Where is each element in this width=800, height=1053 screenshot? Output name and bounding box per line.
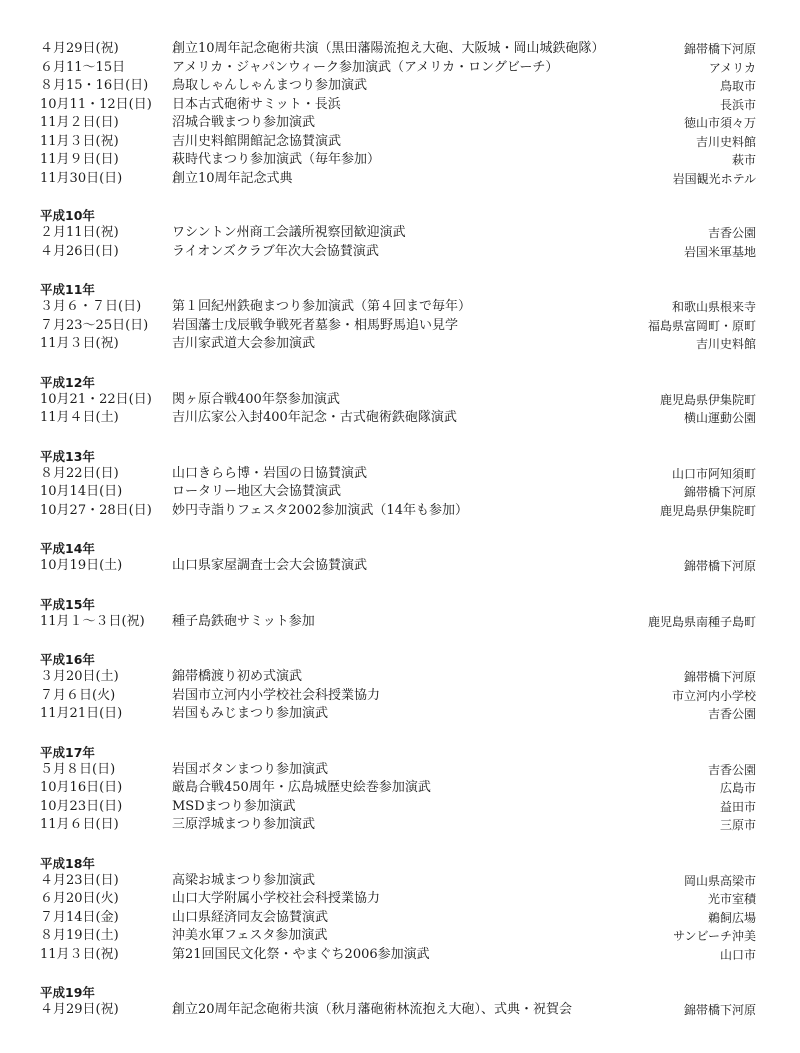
event-date: ４月26日(日) xyxy=(40,243,119,259)
event-date: 10月11・12日(日) xyxy=(40,96,152,112)
event-title: アメリカ・ジャパンウィーク参加演武（アメリカ・ロングビーチ） xyxy=(172,59,559,75)
event-title: 沖美水軍フェスタ参加演武 xyxy=(172,928,328,943)
event-place: 吉川史料館 xyxy=(695,134,756,149)
year-section xyxy=(40,448,756,521)
event-place: 広島市 xyxy=(719,781,756,795)
event-place: 山口市阿知須町 xyxy=(671,466,756,481)
event-row xyxy=(40,114,756,133)
event-title: ロータリー地区大会協賛演武 xyxy=(172,484,342,499)
event-row xyxy=(40,409,756,428)
year-heading: 平成17年 xyxy=(40,744,95,760)
event-title: ライオンズクラブ年次大会協賛演武 xyxy=(172,243,379,259)
year-section xyxy=(40,207,756,261)
event-place: 鳥取市 xyxy=(719,79,756,93)
event-title: 萩時代まつり参加演武（毎年参加） xyxy=(172,152,381,167)
event-row xyxy=(40,391,756,410)
event-row xyxy=(40,687,756,706)
event-date: 11月３日(祝) xyxy=(40,946,119,962)
event-place: 萩市 xyxy=(731,153,756,167)
event-row xyxy=(40,890,756,909)
event-date: ８月15・16日(日) xyxy=(40,78,149,93)
event-row xyxy=(40,872,756,891)
event-date: 11月21日(日) xyxy=(40,706,123,721)
event-title: 第１回紀州鉄砲まつり参加演武（第４回まで毎年） xyxy=(172,299,472,314)
event-title: 岩国市立河内小学校社会科授業協力 xyxy=(172,687,381,703)
event-title: 沼城合戦まつり参加演武 xyxy=(172,115,316,130)
event-date: 10月16日(日) xyxy=(40,780,123,795)
event-place: 徳山市須々万 xyxy=(683,116,756,130)
event-title: 吉川史料館開館記念協賛演武 xyxy=(172,133,342,149)
event-date: 11月９日(日) xyxy=(40,152,119,167)
event-title: 岩国ボタンまつり参加演武 xyxy=(172,761,329,777)
event-date: 10月21・22日(日) xyxy=(40,391,152,407)
year-heading: 平成14年 xyxy=(40,541,95,556)
event-place: 錦帯橋下河原 xyxy=(683,559,756,573)
event-row xyxy=(40,816,756,835)
event-title: 創立20周年記念砲術共演（秋月藩砲術林流抱え大砲）、式典・祝賀会 xyxy=(172,1002,573,1017)
event-title: 妙円寺詣りフェスタ2002参加演武（14年も参加） xyxy=(172,502,468,518)
event-row xyxy=(40,59,756,78)
year-heading: 平成19年 xyxy=(40,985,95,1000)
event-date: ７月６日(火) xyxy=(40,687,116,703)
event-date: ８月22日(日) xyxy=(40,465,119,481)
event-date: ４月29日(祝) xyxy=(40,1002,119,1017)
event-place: 長浜市 xyxy=(719,97,756,112)
event-place: 岩国米軍基地 xyxy=(683,244,756,259)
event-row xyxy=(40,483,756,502)
event-place: 錦帯橋下河原 xyxy=(683,485,756,499)
year-section xyxy=(40,596,756,632)
event-title: 吉川広家公入封400年記念・古式砲術鉄砲隊演武 xyxy=(172,410,457,425)
event-date: 11月３日(祝) xyxy=(40,336,119,351)
event-title: MSDまつり参加演武 xyxy=(172,798,296,814)
event-date: ３月20日(土) xyxy=(40,669,119,684)
event-date: 10月19日(土) xyxy=(40,558,123,573)
year-section xyxy=(40,40,756,188)
year-heading: 平成10年 xyxy=(40,208,95,223)
year-section xyxy=(40,281,756,354)
event-title: 日本古式砲術サミット・長浜 xyxy=(172,96,341,112)
event-row xyxy=(40,705,756,724)
event-row xyxy=(40,96,756,115)
event-place: 鹿児島県伊集院町 xyxy=(659,503,756,518)
event-title: 岩国もみじまつり参加演武 xyxy=(172,706,329,721)
year-heading: 平成15年 xyxy=(40,596,95,612)
event-place: 横山運動公園 xyxy=(683,411,756,425)
event-date: ４月23日(日) xyxy=(40,872,119,888)
year-heading: 平成12年 xyxy=(40,374,95,390)
year-section xyxy=(40,744,756,835)
year-section xyxy=(40,984,756,1020)
event-row xyxy=(40,133,756,152)
event-title: 三原浮城まつり参加演武 xyxy=(172,817,316,832)
event-title: 第21回国民文化祭・やまぐち2006参加演武 xyxy=(172,946,430,962)
event-row xyxy=(40,317,756,336)
event-date: ６月11〜15日 xyxy=(40,59,126,75)
event-row xyxy=(40,946,756,965)
event-date: ８月19日(土) xyxy=(40,928,119,943)
event-row xyxy=(40,761,756,780)
year-heading: 平成11年 xyxy=(40,282,95,297)
event-row xyxy=(40,151,756,170)
event-place: 吉川史料館 xyxy=(695,337,756,351)
event-place: 錦帯橋下河原 xyxy=(683,670,756,684)
event-row xyxy=(40,909,756,928)
event-row xyxy=(40,927,756,946)
event-title: 創立10周年記念砲術共演（黒田藩陽流抱え大砲、大阪城・岡山城鉄砲隊） xyxy=(172,41,605,56)
event-title: 吉川家武道大会参加演武 xyxy=(172,336,316,351)
event-title: ワシントン州商工会議所視察団歓迎演武 xyxy=(172,225,406,240)
event-row xyxy=(40,40,756,59)
event-place: 光市室積 xyxy=(707,892,756,906)
year-section xyxy=(40,651,756,724)
year-section xyxy=(40,540,756,576)
event-title: 創立10周年記念式典 xyxy=(172,170,293,186)
event-title: 山口きらら博・岩国の日協賛演武 xyxy=(172,465,368,481)
event-date: ７月14日(金) xyxy=(40,909,119,925)
event-date: 10月14日(日) xyxy=(40,484,123,499)
event-place: 錦帯橋下河原 xyxy=(683,42,756,56)
event-row xyxy=(40,77,756,96)
event-place: 錦帯橋下河原 xyxy=(683,1003,756,1017)
event-date: 11月１〜３日(祝) xyxy=(40,613,145,629)
year-heading: 平成16年 xyxy=(40,652,95,667)
event-date: ４月29日(祝) xyxy=(40,41,119,56)
year-heading: 平成18年 xyxy=(40,855,95,871)
event-title: 山口大学附属小学校社会科授業協力 xyxy=(172,891,381,906)
event-place: アメリカ xyxy=(708,60,756,75)
event-title: 鳥取しゃんしゃんまつり参加演武 xyxy=(172,78,368,93)
event-place: 岩国観光ホテル xyxy=(672,171,756,186)
event-title: 岩国藩士戊辰戦争戦死者墓参・相馬野馬追い見学 xyxy=(172,317,459,333)
event-date: ６月20日(火) xyxy=(40,891,119,906)
event-date: ５月８日(日) xyxy=(40,761,116,777)
event-title: 高梁お城まつり参加演武 xyxy=(172,872,316,888)
event-row xyxy=(40,613,756,632)
event-date: 11月４日(土) xyxy=(40,410,119,425)
event-date: ２月11日(祝) xyxy=(40,225,119,240)
event-date: ３月６・７日(日) xyxy=(40,299,142,314)
year-section xyxy=(40,374,756,428)
event-place: 福島県富岡町・原町 xyxy=(647,318,756,333)
event-date: 11月６日(日) xyxy=(40,817,119,832)
event-place: 鹿児島県伊集院町 xyxy=(659,392,756,407)
year-section xyxy=(40,855,756,965)
event-place: 吉香公園 xyxy=(707,707,756,721)
event-place: 山口市 xyxy=(719,947,756,962)
event-row xyxy=(40,557,756,576)
event-place: 和歌山県根来寺 xyxy=(671,300,756,314)
year-heading: 平成13年 xyxy=(40,448,95,464)
event-date: 11月30日(日) xyxy=(40,170,123,186)
event-row xyxy=(40,243,756,262)
event-date: 11月３日(祝) xyxy=(40,133,119,149)
event-date: 11月２日(日) xyxy=(40,115,119,130)
event-title: 山口県経済同友会協賛演武 xyxy=(172,909,329,925)
event-title: 錦帯橋渡り初め式演武 xyxy=(172,669,303,684)
event-place: 鹿児島県南種子島町 xyxy=(647,614,756,629)
event-row xyxy=(40,798,756,817)
event-row xyxy=(40,1001,756,1020)
event-place: 吉香公園 xyxy=(707,226,756,240)
event-place: 市立河内小学校 xyxy=(671,688,756,703)
event-row xyxy=(40,298,756,317)
event-row xyxy=(40,465,756,484)
event-place: サンビーチ沖美 xyxy=(673,929,756,943)
event-place: 岡山県高梁市 xyxy=(683,873,756,888)
event-title: 関ヶ原合戦400年祭参加演武 xyxy=(172,391,340,407)
event-date: ７月23〜25日(日) xyxy=(40,317,149,333)
event-title: 厳島合戦450周年・広島城歴史絵巻参加演武 xyxy=(172,780,431,795)
event-place: 吉香公園 xyxy=(707,762,756,777)
event-row xyxy=(40,779,756,798)
event-title: 種子島鉄砲サミット参加 xyxy=(172,613,315,629)
event-title: 山口県家屋調査士会大会協賛演武 xyxy=(172,558,368,573)
event-place: 三原市 xyxy=(719,818,756,832)
event-place: 益田市 xyxy=(719,799,756,814)
event-row xyxy=(40,502,756,521)
event-date: 10月23日(日) xyxy=(40,798,123,814)
event-date: 10月27・28日(日) xyxy=(40,502,152,518)
event-row xyxy=(40,668,756,687)
event-row xyxy=(40,170,756,189)
event-row xyxy=(40,224,756,243)
event-row xyxy=(40,335,756,354)
event-place: 鵜飼広場 xyxy=(707,910,756,925)
